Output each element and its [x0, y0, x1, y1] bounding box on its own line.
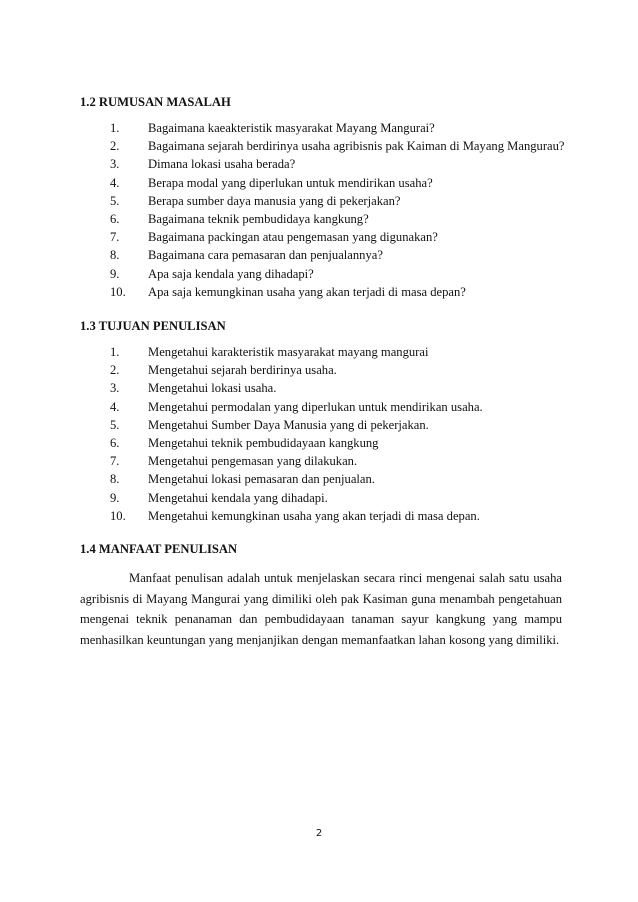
list-text: Mengetahui Sumber Daya Manusia yang di pekerjakan. — [148, 417, 429, 432]
list-number: 2. — [110, 363, 120, 378]
list-text: Apa saja kemungkinan usaha yang akan terjadi di masa depan? — [148, 284, 466, 299]
body-paragraph: Manfaat penulisan adalah untuk menjelaskan secara rinci mengenai salah satu usaha agribisnis di Mayang Mangurai yang dimiliki oleh pak Kasiman guna menambah pengetahuan mengenai teknik penanaman dan pembudidayaan tanaman sayur kangkung yang mampu menhasilkan keuntungan yang menjanjikan dengan memanfaatkan lahan kosong yang dimiliki. — [80, 571, 562, 647]
list-text: Berapa sumber daya manusia yang di pekerjakan? — [148, 193, 401, 208]
list-number: 5. — [110, 193, 120, 208]
page-number: 2 — [315, 828, 323, 839]
list-number: 3. — [110, 381, 120, 396]
list-text: Bagaimana cara pemasaran dan penjualannya? — [148, 248, 383, 263]
list-number: 7. — [110, 454, 120, 469]
list-number: 1. — [110, 345, 120, 359]
section-rumusan-masalah — [80, 94, 565, 299]
list-number: 6. — [110, 211, 120, 226]
list-number: 4. — [110, 175, 120, 190]
list-text: Mengetahui teknik pembudidayaan kangkung — [148, 435, 379, 450]
list-number: 4. — [110, 399, 120, 414]
list-text: Mengetahui lokasi usaha. — [148, 381, 277, 396]
section-tujuan-penulisan — [80, 318, 562, 523]
list-number: 10. — [110, 284, 126, 299]
list-text: Bagaimana teknik pembudidaya kangkung? — [148, 211, 369, 226]
list-text: Mengetahui kemungkinan usaha yang akan terjadi di masa depan. — [148, 508, 480, 523]
list-number: 5. — [110, 417, 120, 432]
list-text: Bagaimana packingan atau pengemasan yang digunakan? — [148, 230, 438, 245]
list-number: 9. — [110, 266, 120, 281]
list-text: Mengetahui sejarah berdirinya usaha. — [148, 363, 337, 378]
list-number: 3. — [110, 157, 120, 172]
list-text: Mengetahui pengemasan yang dilakukan. — [148, 454, 358, 469]
list-text: Apa saja kendala yang dihadapi? — [148, 266, 314, 281]
list-text: Mengetahui permodalan yang diperlukan untuk mendirikan usaha. — [148, 399, 483, 414]
list-number: 7. — [110, 230, 120, 245]
list-number: 2. — [110, 139, 120, 154]
list-text: Mengetahui kendala yang dihadapi. — [148, 490, 328, 505]
list-number: 8. — [110, 472, 120, 487]
list-number: 1. — [110, 121, 120, 135]
list-number: 8. — [110, 248, 120, 263]
section-heading: 1.2 RUMUSAN MASALAH — [80, 95, 231, 109]
list-text: Dimana lokasi usaha berada? — [148, 157, 296, 172]
list-text: Berapa modal yang diperlukan untuk mendirikan usaha? — [148, 175, 433, 190]
list-text: Bagaimana kaeakteristik masyarakat Mayang Mangurai? — [148, 121, 435, 135]
list-text: Mengetahui lokasi pemasaran dan penjualan. — [148, 472, 375, 487]
list-text: Mengetahui karakteristik masyarakat mayang mangurai — [148, 345, 429, 359]
list-number: 6. — [110, 435, 120, 450]
list-text: Bagaimana sejarah berdirinya usaha agribisnis pak Kaiman di Mayang Mangurau? — [148, 139, 565, 154]
section-manfaat-penulisan — [80, 541, 562, 647]
section-heading: 1.3 TUJUAN PENULISAN — [80, 319, 226, 333]
list-number: 10. — [110, 508, 126, 523]
section-heading: 1.4 MANFAAT PENULISAN — [80, 542, 238, 556]
list-number: 9. — [110, 490, 120, 505]
